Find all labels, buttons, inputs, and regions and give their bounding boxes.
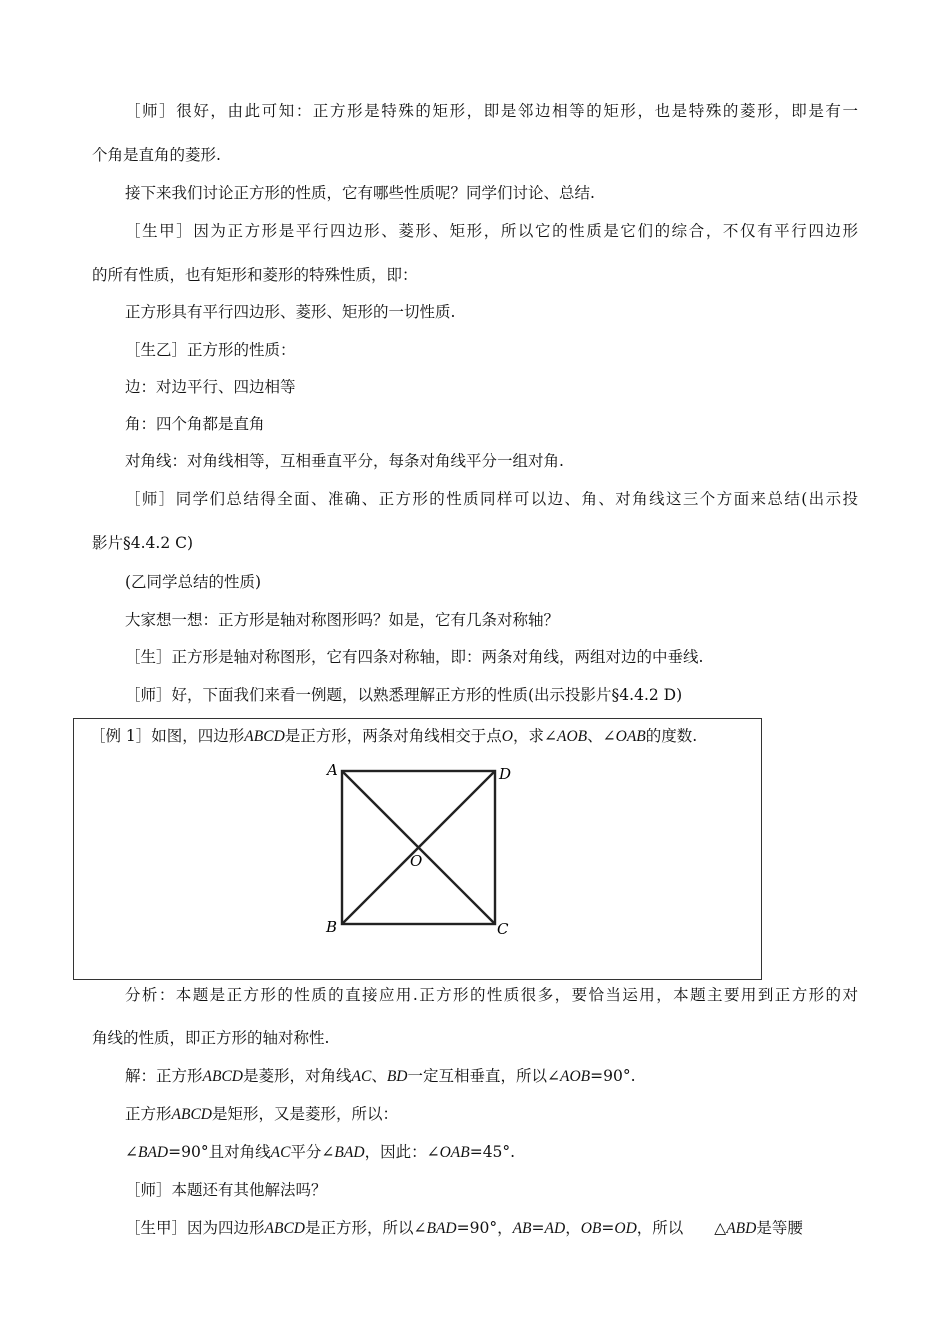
paragraph-note: (乙同学总结的性质): [125, 573, 262, 591]
solution-line-5: ［生甲］因为四边形ABCD是正方形，所以∠BAD=90°，AB=AD，OB=OD，所以 △ABD是等腰: [125, 1219, 803, 1237]
solution-line-3: ∠BAD=90°且对角线AC平分∠BAD，因此：∠OAB=45°.: [125, 1143, 516, 1161]
label-o: O: [410, 852, 423, 870]
paragraph-student-a-cont: 的所有性质，也有矩形和菱形的特殊性质，即：: [92, 266, 418, 284]
paragraph-discussion: 接下来我们讨论正方形的性质，它有哪些性质呢？同学们讨论、总结.: [125, 184, 595, 202]
paragraph-teacher-2-cont: 影片§4.4.2 C): [92, 534, 194, 552]
solution-line-4: ［师］本题还有其他解法吗？: [125, 1181, 327, 1199]
solution-line-1: 解：正方形ABCD是菱形，对角线AC、BD一定互相垂直，所以∠AOB=90°.: [125, 1067, 636, 1085]
solution-line-2: 正方形ABCD是矩形，又是菱形，所以：: [125, 1105, 398, 1123]
paragraph-angles: 角：四个角都是直角: [125, 415, 265, 433]
example-question: ［例 1］如图，四边形ABCD是正方形，两条对角线相交于点O，求∠AOB、∠OAB的度数.: [90, 727, 698, 745]
paragraph-question: 大家想一想：正方形是轴对称图形吗？如是，它有几条对称轴？: [125, 611, 560, 629]
paragraph-square-properties: 正方形具有平行四边形、菱形、矩形的一切性质.: [125, 303, 456, 321]
paragraph-teacher-1-cont: 个角是直角的菱形.: [92, 146, 221, 164]
paragraph-student-answer: ［生］正方形是轴对称图形，它有四条对称轴，即：两条对角线，两组对边的中垂线.: [125, 648, 704, 666]
paragraph-sides: 边：对边平行、四边相等: [125, 378, 296, 396]
analysis-line-2: 角线的性质，即正方形的轴对称性.: [92, 1029, 330, 1047]
paragraph-diagonals: 对角线：对角线相等，互相垂直平分，每条对角线平分一组对角.: [125, 452, 564, 470]
paragraph-teacher-2: ［师］同学们总结得全面、准确、正方形的性质同样可以边、角、对角线这三个方面来总结(出示投: [125, 490, 858, 508]
label-c: C: [497, 920, 509, 938]
label-d: D: [499, 765, 512, 783]
analysis-line-1: 分析：本题是正方形的性质的直接应用.正方形的性质很多，要恰当运用，本题主要用到正方形的对: [125, 986, 858, 1004]
square-diagram: [318, 758, 528, 943]
paragraph-teacher-1: ［师］很好，由此可知：正方形是特殊的矩形，即是邻边相等的矩形，也是特殊的菱形，即是有一: [125, 102, 858, 120]
label-a: A: [327, 761, 338, 779]
paragraph-teacher-3: ［师］好，下面我们来看一例题，以熟悉理解正方形的性质(出示投影片§4.4.2 D): [125, 686, 683, 704]
paragraph-student-a: ［生甲］因为正方形是平行四边形、菱形、矩形，所以它的性质是它们的综合，不仅有平行四边形: [125, 222, 858, 240]
label-b: B: [326, 918, 338, 936]
paragraph-student-b: ［生乙］正方形的性质：: [125, 341, 296, 359]
